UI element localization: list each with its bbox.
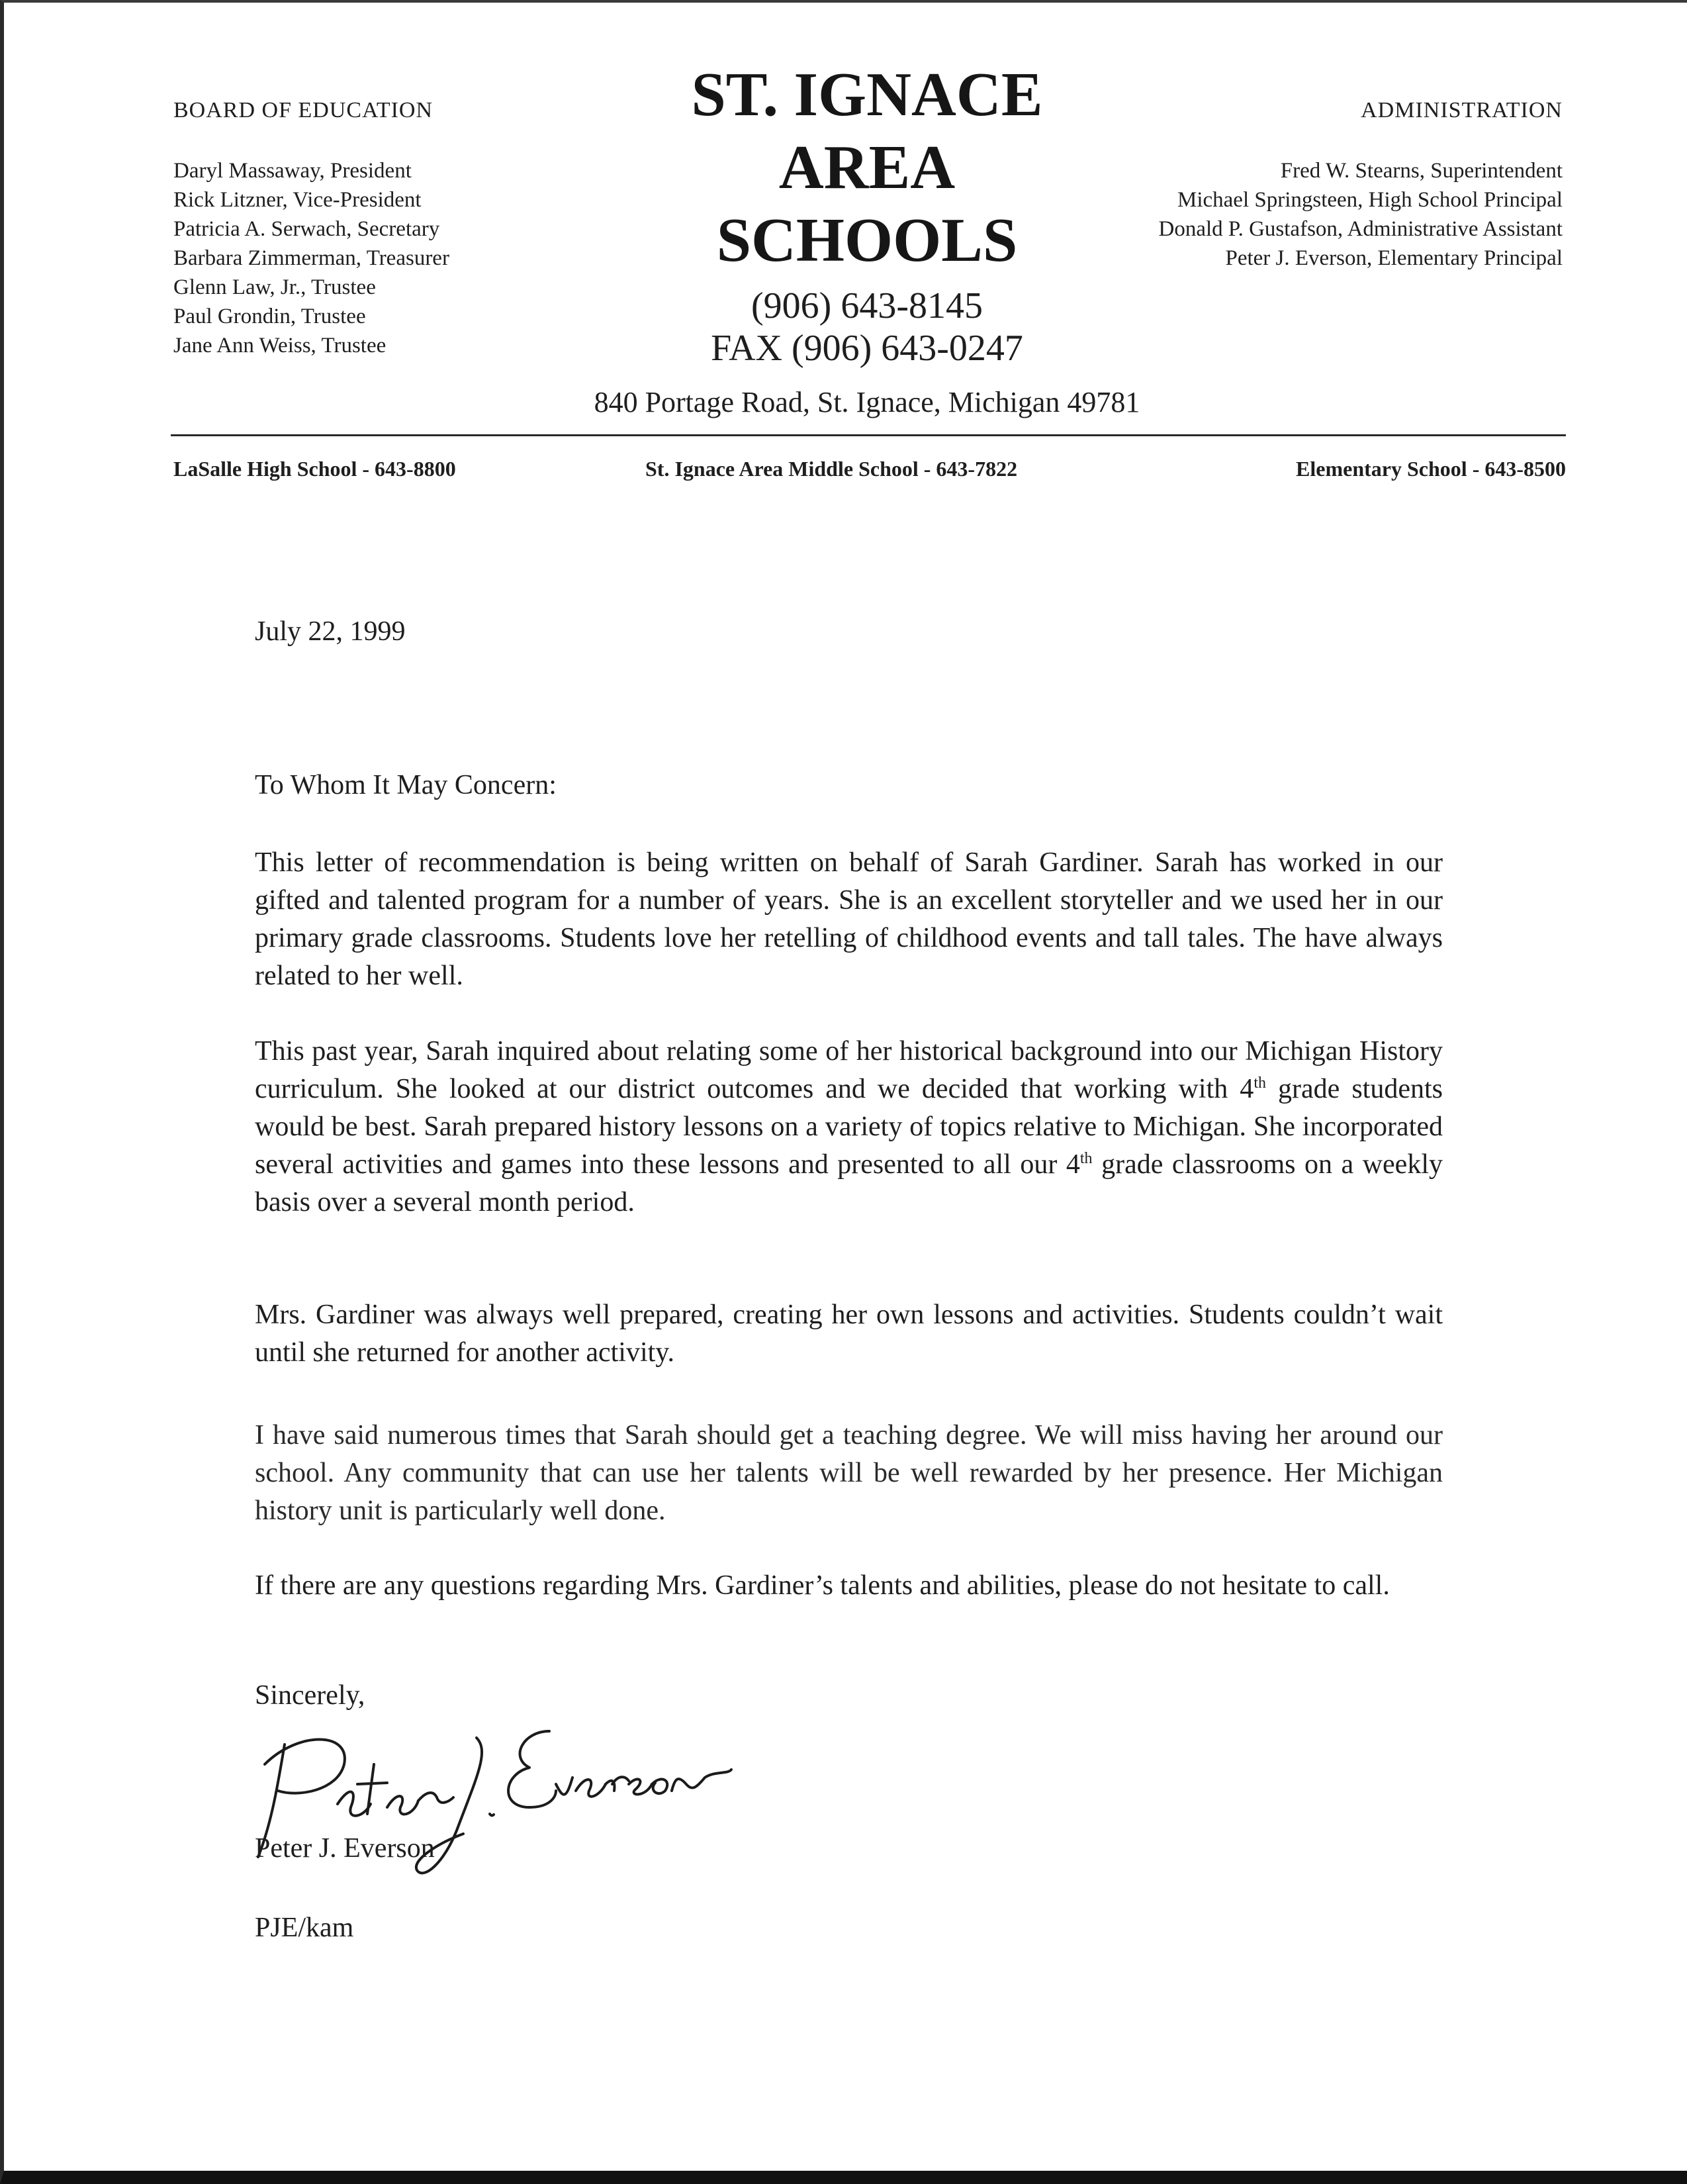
administrator: Peter J. Everson, Elementary Principal (1225, 246, 1563, 270)
school-name-line: SCHOOLS (716, 206, 1018, 275)
paragraph-3: Mrs. Gardiner was always well prepared, creating her own lessons and activities. Students couldn’t wait until she returned for another activity. (255, 1300, 1443, 1368)
school-contact-elementary: Elementary School - 643-8500 (1296, 457, 1566, 481)
paragraph-2-text: This past year, Sarah inquired about relating some of her historical background into our Michigan History curriculum. She looked at our district outcomes and we decided that working with 4 (255, 1036, 1443, 1104)
school-contact-middle: St. Ignace Area Middle School - 643-7822 (645, 457, 1018, 481)
board-member: Daryl Massaway, President (173, 159, 412, 183)
salutation: To Whom It May Concern: (255, 770, 557, 800)
administration-list (1159, 156, 1563, 273)
board-heading: BOARD OF EDUCATION (173, 98, 433, 122)
administrator: Michael Springsteen, High School Principal (1177, 188, 1563, 212)
ordinal-suffix: th (1254, 1074, 1266, 1092)
paragraph-2-text: grade students would be best. Sarah prepared history lessons on a variety of topics relative to Michigan. She incorporated several activities and games into these lessons and presented to all our 4 (255, 1074, 1443, 1180)
paragraph-5: If there are any questions regarding Mrs. Gardiner’s talents and abilities, please do not hesitate to call. (255, 1570, 1390, 1601)
administration-heading: ADMINISTRATION (1361, 98, 1563, 122)
reference-initials: PJE/kam (255, 1913, 354, 1943)
school-name-line: ST. IGNACE (691, 60, 1043, 129)
letter-date: July 22, 1999 (255, 616, 406, 647)
phone-number: (906) 643-8145 (751, 285, 983, 326)
board-member: Barbara Zimmerman, Treasurer (173, 246, 449, 270)
administrator: Donald P. Gustafson, Administrative Assistant (1158, 217, 1563, 241)
paragraph-4: I have said numerous times that Sarah should get a teaching degree. We will miss having her around our school. Any community that can use her talents will be well rewarded by her presence. Her Michigan history unit is particularly well done. (255, 1420, 1443, 1526)
board-member: Rick Litzner, Vice-President (173, 188, 422, 212)
school-name (582, 58, 1152, 277)
ordinal-suffix: th (1079, 1150, 1093, 1167)
paragraph-2-text: grade classrooms on a weekly basis over a several month period. (255, 1149, 1443, 1217)
administrator: Fred W. Stearns, Superintendent (1280, 159, 1563, 183)
board-member-list (173, 156, 449, 360)
school-contact-high: LaSalle High School - 643-8800 (173, 457, 456, 481)
letterhead-divider (171, 434, 1566, 436)
board-member: Jane Ann Weiss, Trustee (173, 334, 387, 357)
school-name-line: AREA (778, 133, 956, 202)
closing: Sincerely, (255, 1680, 365, 1711)
signer-name: Peter J. Everson (255, 1833, 435, 1864)
paragraph-2 (255, 1033, 1443, 1221)
fax-number: FAX (906) 643-0247 (711, 328, 1023, 369)
board-member: Patricia A. Serwach, Secretary (173, 217, 440, 241)
school-address: 840 Portage Road, St. Ignace, Michigan 49781 (594, 386, 1140, 418)
board-member: Glenn Law, Jr., Trustee (173, 275, 376, 299)
board-member: Paul Grondin, Trustee (173, 305, 366, 328)
paragraph-1: This letter of recommendation is being written on behalf of Sarah Gardiner. Sarah has worked in our gifted and talented program for a number of years. She is an excellent storyteller and we used her in our primary grade classrooms. Students love her retelling of childhood events and tall tales. The have always related to her well. (255, 847, 1443, 991)
